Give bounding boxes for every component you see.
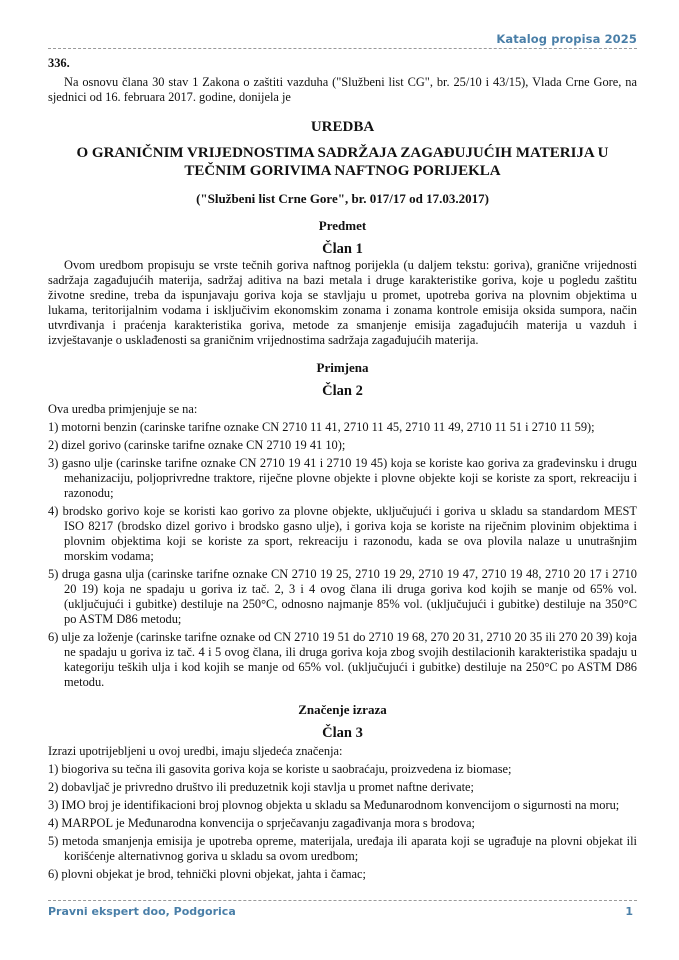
list-item: 1) motorni benzin (carinske tarifne oznake CN 2710 11 41, 2710 11 45, 2710 11 49, 2710 11 51 i 2710 11 59); [48,420,595,434]
section-heading: Predmet [318,218,367,233]
article-intro: Ova uredba primjenjuje se na: [48,402,198,416]
list-item: 6) plovni objekat je brod, tehnički plovni objekat, jahta i čamac; [48,867,366,881]
section-heading: Značenje izraza [298,702,387,717]
list-item: 5) metoda smanjenja emisija je upotreba opreme, materijala, uređaja ili aparata koji se ugrađuje na plovni objekat ili korišćenje alternativnog goriva u skladu sa ovom uredbom; [48,834,637,863]
article-intro: Izrazi upotrijebljeni u ovoj uredbi, imaju sljedeća značenja: [48,744,343,758]
document-number: 336. [48,56,70,70]
list-item: 4) brodsko gorivo koje se koristi kao gorivo za plovne objekte, uključujući i goriva u skladu sa standardom MEST ISO 8217 (brodsko dizel gorivo i brodsko gasno ulje), i goriva koja se koriste na riječnim plovinim objektima i plovnim objektima koji se koriste za sport, rekreaciju i razonodu, kada se ova plovila nalaze u unutrašnjim morskim vodama; [48,504,637,563]
list-item: 3) gasno ulje (carinske tarifne oznake CN 2710 19 41 i 2710 19 45) koja se koriste kao goriva za građevinsku i drugu mehanizaciju, poljoprivredne traktore, riječne plovne objekte i plovne objekte koji se koriste za sport, rekreaciju i razonodu; [48,456,637,500]
article-text: Ovom uredbom propisuju se vrste tečnih goriva naftnog porijekla (u daljem tekstu: goriva), granične vrijednosti sadržaja zagađujućih materija, sadržaj aditiva na bazi metala i druge karakteristike goriva, koje u pogledu zaštitu životne sredine, treba da ispunjavaju goriva koja se stavljaju u promet, upotreba goriva na plovnim objektima u lukama, teritorijalnim vodama i isključivim ekonomskim zonama i zonama kontrole emisija oksida sumpora, način utvrđivanja i praćenja karakteristika goriva, metode za smanjenje emisija zagađujućih materija u vazduh i izvještavanje o usklađenosti sa graničnim vrijednostima sadržaja zagađujućih materija. [48,258,637,347]
list-item: 3) IMO broj je identifikacioni broj plovnog objekta u skladu sa Međunarodnom konvencijom o sigurnosti na moru; [48,798,620,812]
list-item: 6) ulje za loženje (carinske tarifne oznake od CN 2710 19 51 do 2710 19 68, 270 20 31, 2710 20 35 ili 270 20 39) koja ne spadaju u goriva iz tač. 4 i 5 ovog člana, ili druga goriva koja zbog svojih destilacionih karakteristika spadaju u kategoriju teških ulja i kod kojih se manje od 65% vol. (uključujući i gubitke) destiluje na 250°C po ASTM D86 metodu. [48,630,637,689]
preamble: Na osnovu člana 30 stav 1 Zakona o zaštiti vazduha ("Službeni list CG", br. 25/10 i 43/15), Vlada Crne Gore, na sjednici od 16. februara 2017. godine, donijela je [48,75,637,104]
document-body [48,52,637,882]
list-item: 4) MARPOL je Međunarodna konvencija o sprječavanju zagađivanja mora s brodova; [48,816,475,830]
page-number: 1 [625,905,633,918]
document-subtitle: O GRANIČNIM VRIJEDNOSTIMA SADRŽAJA ZAGAĐUJUĆIH MATERIJA U TEČNIM GORIVIMA NAFTNOG PORIJEKLA [76,145,609,179]
list-item: 1) biogoriva su tečna ili gasovita goriva koja se koriste u saobraćaju, proizvedena iz biomase; [48,762,512,776]
list-item: 2) dizel gorivo (carinske tarifne oznake CN 2710 19 41 10); [48,438,346,452]
article-heading: Član 2 [322,383,363,399]
document-title: UREDBA [310,119,375,135]
page-footer [48,900,637,919]
article-heading: Član 3 [322,725,363,741]
gazette-reference: ("Službeni list Crne Gore", br. 017/17 od 17.03.2017) [196,191,489,206]
list-item: 2) dobavljač je privredno društvo ili preduzetnik koji stavlja u promet naftne derivate; [48,780,474,794]
article-heading: Član 1 [322,241,363,257]
page-header [48,32,637,49]
footer-publisher: Pravni ekspert doo, Podgorica [48,905,236,918]
list-item: 5) druga gasna ulja (carinske tarifne oznake CN 2710 19 25, 2710 19 29, 2710 19 47, 2710 19 48, 2710 20 17 i 2710 20 19) koja ne spadaju u goriva iz tač. 2, 3 i 4 ovog člana ili druga goriva kod kojih se manje od 65% vol. (uključujući i gubitke) destiluje na 250°C, odnosno najmanje 85% vol. (uključujući i gubitke) destiluje na 350°C po ASTM D86 metodu; [48,567,637,626]
section-heading: Primjena [316,360,369,375]
header-title: Katalog propisa 2025 [496,32,637,46]
